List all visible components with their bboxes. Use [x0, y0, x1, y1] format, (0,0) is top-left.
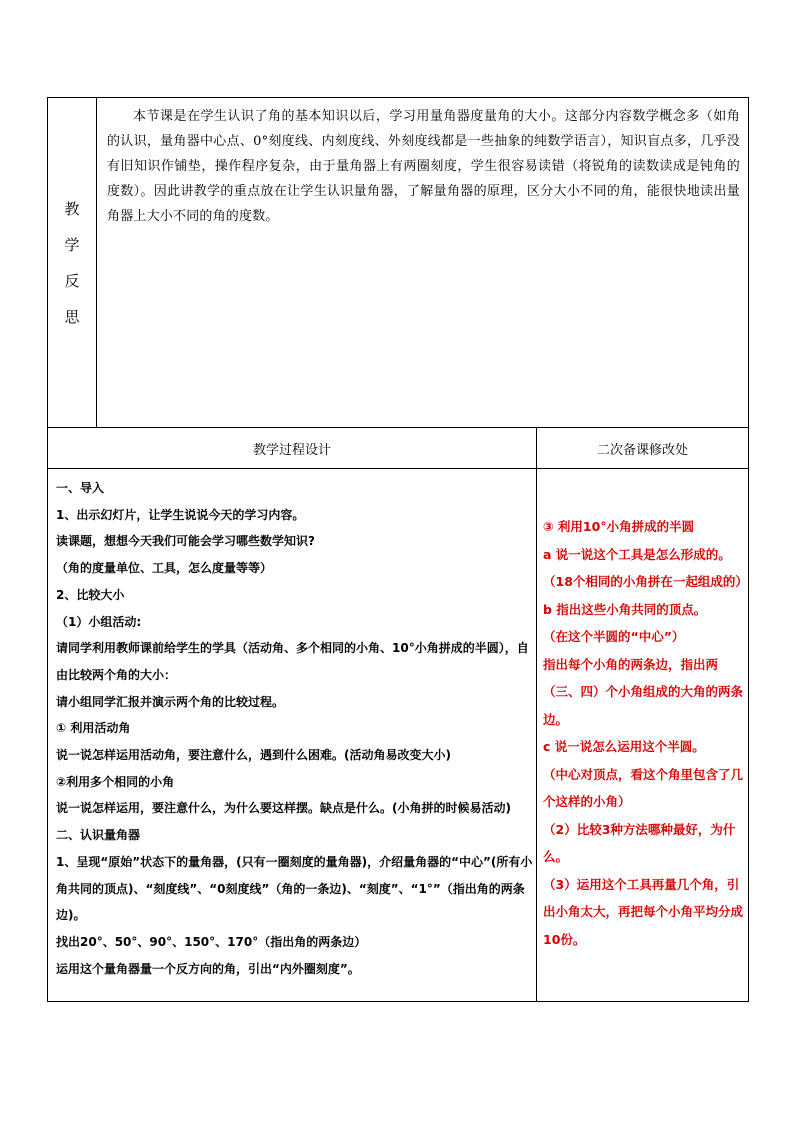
- process-line: ②利用多个相同的小角: [56, 774, 175, 789]
- revision-line: a 说一说这个工具是怎么形成的。: [543, 546, 731, 562]
- process-line: 运用这个量角器量一个反方向的角，引出“内外圈刻度”。: [56, 961, 360, 976]
- process-line: 二、认识量角器: [56, 828, 141, 843]
- reflection-label: [48, 98, 97, 427]
- revision-line: （中心对顶点，看这个角里包含了几个这样的小角）: [543, 766, 744, 809]
- process-line: 2、比较大小: [56, 587, 125, 602]
- process-line: ① 利用活动角: [56, 721, 131, 736]
- header-row: [48, 428, 748, 469]
- process-line: 读课题，想想今天我们可能会学习哪些数学知识?: [56, 534, 315, 549]
- process-line: 找出20°、50°、90°、150°、170°（指出角的两条边）: [56, 934, 367, 949]
- process-line: （1）小组活动:: [56, 614, 142, 629]
- label-char: 学: [64, 235, 80, 254]
- label-char: 思: [64, 307, 80, 326]
- process-line: 说一说怎样运用活动角，要注意什么，遇到什么困难。(活动角易改变大小): [56, 748, 451, 763]
- label-char: 反: [64, 271, 80, 290]
- content-row: [48, 469, 748, 1001]
- process-line: 1、出示幻灯片，让学生说说今天的学习内容。: [56, 507, 305, 522]
- process-line: 请小组同学汇报并演示两个角的比较过程。: [56, 694, 285, 709]
- process-line: 一、导入: [56, 481, 105, 495]
- process-line: 请同学利用教师课前给学生的学具（活动角、多个相同的小角、10°小角拼成的半圆），自由比较两个角的大小：: [56, 641, 529, 682]
- process-line: （角的度量单位、工具，怎么度量等等）: [56, 561, 273, 576]
- process-header: 教学过程设计: [48, 428, 537, 468]
- reflection-row: [48, 98, 748, 428]
- revision-line: 指出每个小角的两条边，指出两（三、四）个小角组成的大角的两条边。: [543, 656, 744, 727]
- revision-cell: [537, 469, 748, 1001]
- process-line: 说一说怎样运用，要注意什么，为什么要这样摆。缺点是什么。(小角拼的时候易活动): [56, 801, 511, 816]
- revision-line: b 指出这些小角共同的顶点。: [543, 601, 707, 617]
- revision-line: （2）比较3种方法哪种最好，为什么。: [543, 821, 736, 864]
- revision-line: ③ 利用10°小角拼成的半圆: [543, 519, 695, 534]
- revision-line: （在这个半圆的“中心”）: [543, 629, 685, 644]
- revision-line: （18个相同的小角拼在一起组成的）: [543, 574, 748, 589]
- process-cell: [48, 469, 537, 1001]
- revision-line: c 说一说怎么运用这个半圆。: [543, 739, 705, 754]
- reflection-text: 本节课是在学生认识了角的基本知识以后，学习用量角器度量角的大小。这部分内容数学概念多（如角的认识，量角器中心点、0°刻度线、内刻度线、外刻度线都是一些抽象的纯数学语言），知识盲点多，几乎没有旧知识作铺垫，操作程序复杂，由于量角器上有两圈刻度，学生很容易读错（将锐角的读数读成是钝角的度数）。因此讲教学的重点放在让学生认识量角器，了解量角器的原理，区分大小不同的角，能很快地读出量角器上大小不同的角的度数。: [107, 109, 740, 224]
- process-line: 1、呈现“原始”状态下的量角器，(只有一圈刻度的量角器)，介绍量角器的“中心”(所有小角共同的顶点)、“刻度线”、“0刻度线”（角的一条边)、“刻度”、“1°”（指出角的两条边)。: [56, 854, 533, 923]
- revision-header: 二次备课修改处: [596, 442, 688, 458]
- lesson-table: [47, 97, 749, 1002]
- revision-line: （3）运用这个工具再量几个角，引出小角太大，再把每个小角平均分成10份。: [543, 876, 744, 947]
- label-char: 教: [64, 199, 80, 218]
